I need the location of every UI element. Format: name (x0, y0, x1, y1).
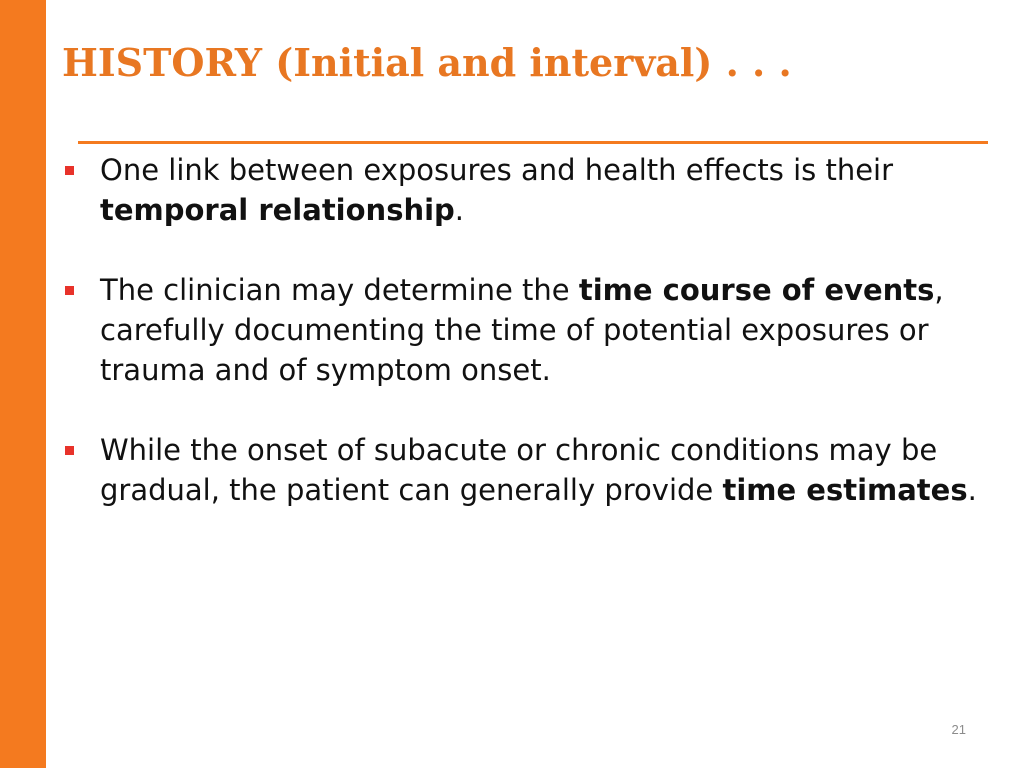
bullet-text: , carefully documenting the time of potential exposures or trauma and of symptom onset. (100, 273, 944, 387)
bullet-emphasis: time estimates (722, 473, 968, 507)
bullet-emphasis: temporal relationship (100, 193, 455, 227)
bullet-item (60, 270, 1005, 390)
bullet-text: . (967, 473, 977, 507)
left-accent-bar (0, 0, 46, 768)
bullet-item (60, 430, 1005, 510)
square-bullet-icon (65, 286, 74, 295)
square-bullet-icon (65, 446, 74, 455)
bullet-text: While the onset of subacute or chronic conditions may be gradual, the patient can generally provide (100, 433, 938, 507)
bullet-text: The clinician may determine the (100, 273, 579, 307)
bullet-list (60, 150, 1005, 510)
slide-title: HISTORY (Initial and interval) . . . (62, 40, 792, 85)
slide-number: 21 (951, 722, 966, 737)
title-underline (78, 141, 988, 144)
bullet-text: . (454, 193, 465, 227)
bullet-emphasis: time course of events (578, 273, 935, 307)
bullet-item (60, 150, 1005, 230)
bullet-text: One link between exposures and health effects is their (100, 153, 894, 187)
square-bullet-icon (65, 166, 74, 175)
